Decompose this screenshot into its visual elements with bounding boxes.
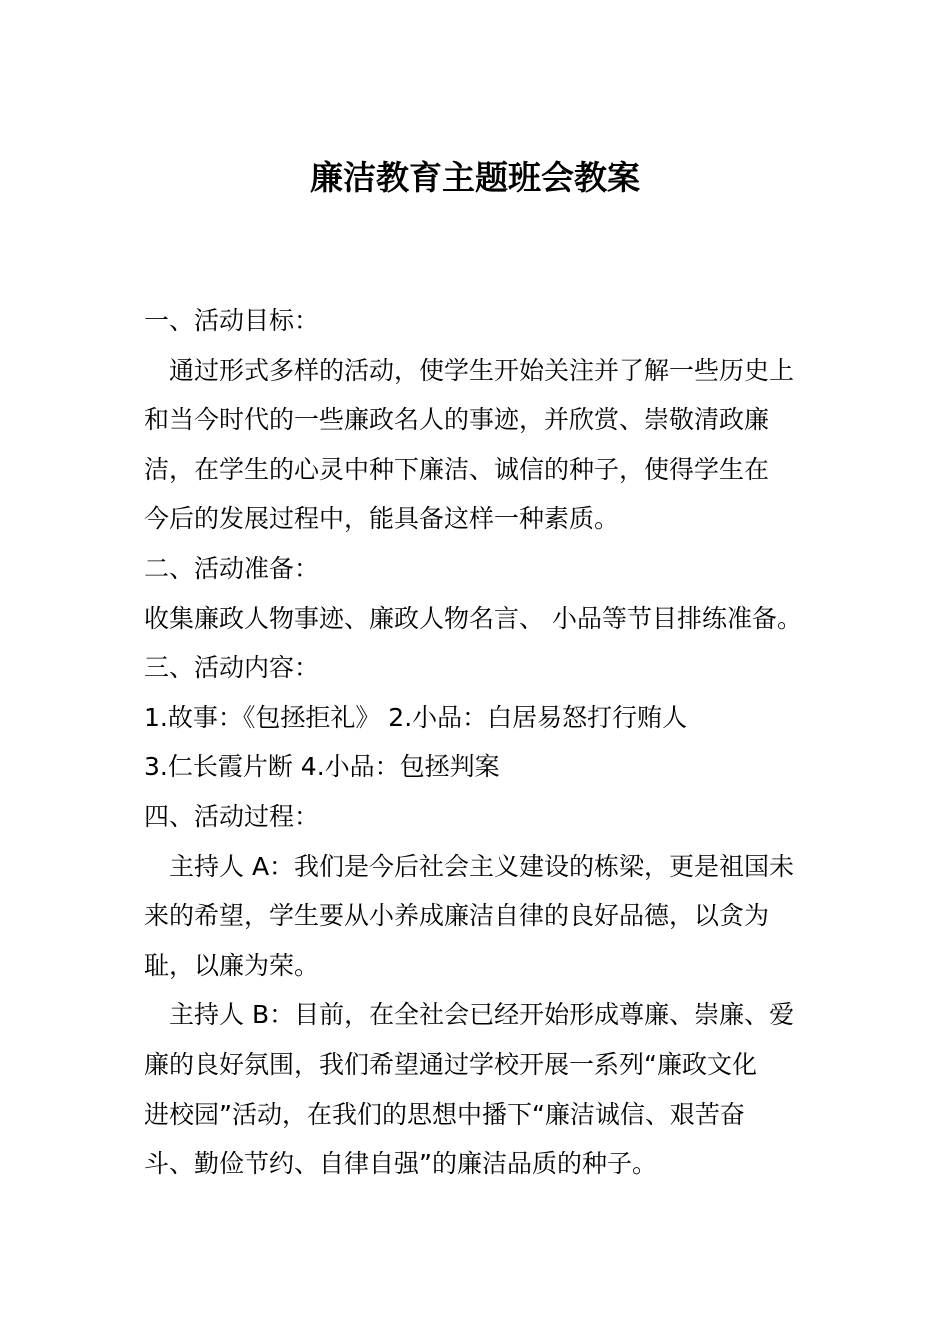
document-title: 廉洁教育主题班会教案 — [310, 158, 640, 197]
document-body — [144, 296, 809, 1189]
section-heading-preparation: 二、活动准备： — [144, 553, 320, 583]
paragraph-line: 进校园”活动，在我们的思想中播下“廉洁诚信、艰苦奋 — [144, 1099, 745, 1129]
section-heading-process: 四、活动过程： — [144, 801, 320, 831]
paragraph-line: 廉的良好氛围，我们希望通过学校开展一系列“廉政文化 — [144, 1049, 757, 1079]
section-heading-content: 三、活动内容： — [144, 653, 320, 683]
paragraph-line: 收集廉政人物事迹、廉政人物名言、 小品等节目排练准备。 — [144, 603, 802, 633]
list-item: 3.仁长霞片断 4.小品：包拯判案 — [144, 752, 500, 782]
paragraph-line: 斗、勤俭节约、自律自强”的廉洁品质的种子。 — [144, 1149, 657, 1179]
paragraph-line: 和当今时代的一些廉政名人的事迹，并欣赏、崇敬清政廉 — [144, 405, 770, 435]
paragraph-line: 通过形式多样的活动，使学生开始关注并了解一些历史上 — [169, 355, 795, 385]
list-item: 1.故事：《包拯拒礼》 2.小品：白居易怒打行贿人 — [144, 702, 688, 732]
paragraph-line: 主持人 B：目前，在全社会已经开始形成尊廉、崇廉、爱 — [169, 1000, 795, 1030]
paragraph-line: 洁，在学生的心灵中种下廉洁、诚信的种子，使得学生在 — [144, 454, 770, 484]
section-heading-goals: 一、活动目标： — [144, 306, 320, 335]
paragraph-line: 主持人 A：我们是今后社会主义建设的栋梁，更是祖国未 — [169, 851, 795, 881]
paragraph-line: 来的希望，学生要从小养成廉洁自律的良好品德，以贪为 — [144, 901, 770, 931]
paragraph-line: 耻，以廉为荣。 — [144, 950, 320, 980]
paragraph-line: 今后的发展过程中，能具备这样一种素质。 — [144, 504, 620, 534]
